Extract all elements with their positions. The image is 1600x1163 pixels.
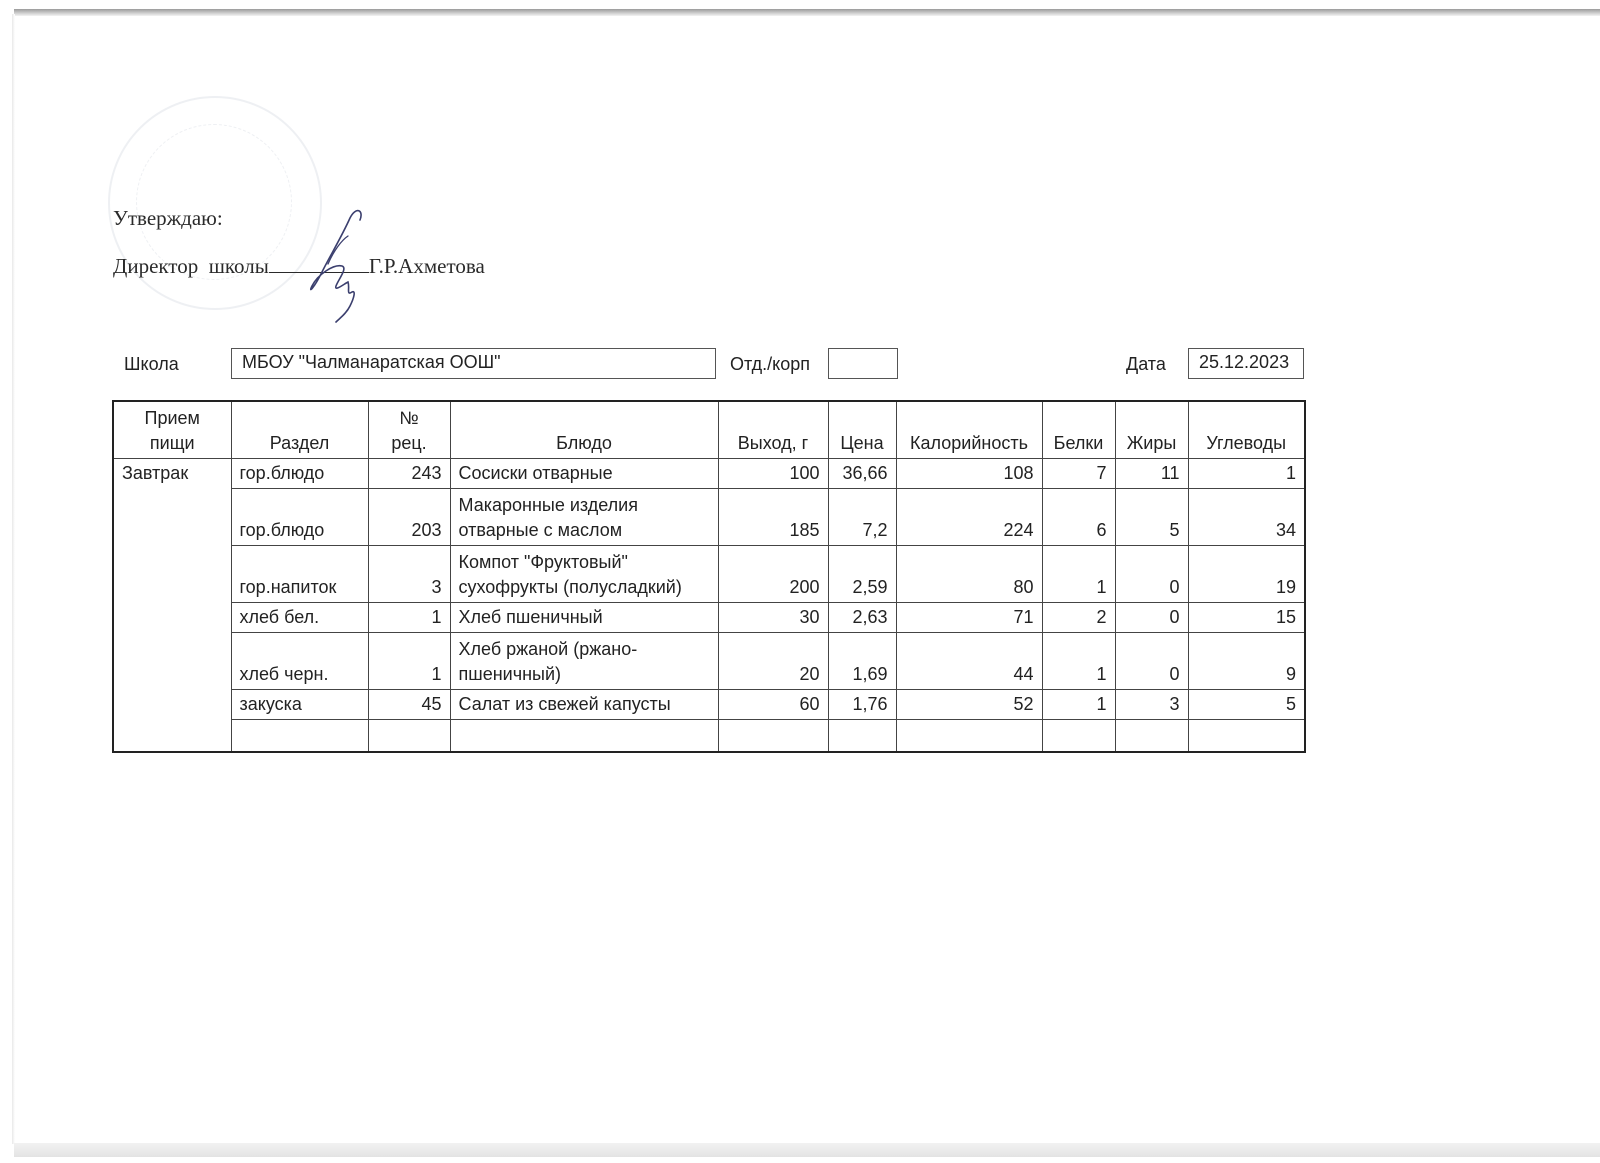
col-header-fat: Жиры: [1115, 401, 1188, 459]
col-header-recipe: № рец.: [368, 401, 450, 459]
handwritten-signature: [290, 206, 380, 324]
carbs-cell: 34: [1188, 489, 1305, 546]
table-row: [113, 459, 1305, 489]
recipe-cell: 1: [368, 603, 450, 633]
price-cell: 7,2: [828, 489, 896, 546]
meal-cell: Завтрак: [113, 459, 231, 753]
col-header-kcal: Калорийность: [896, 401, 1042, 459]
protein-cell: 1: [1042, 633, 1115, 690]
section-cell: закуска: [231, 690, 368, 720]
table-row: [113, 603, 1305, 633]
empty-cell: [368, 720, 450, 753]
protein-cell: 7: [1042, 459, 1115, 489]
carbs-cell: 1: [1188, 459, 1305, 489]
col-header-carbs: Углеводы: [1188, 401, 1305, 459]
fat-cell: 0: [1115, 603, 1188, 633]
date-label: Дата: [1126, 354, 1166, 374]
kcal-cell: 80: [896, 546, 1042, 603]
yield-cell: 100: [718, 459, 828, 489]
yield-cell: 185: [718, 489, 828, 546]
empty-cell: [231, 720, 368, 753]
fat-cell: 5: [1115, 489, 1188, 546]
fat-cell: 3: [1115, 690, 1188, 720]
empty-cell: [718, 720, 828, 753]
fat-cell: 0: [1115, 546, 1188, 603]
empty-cell: [450, 720, 718, 753]
table-row: [113, 633, 1305, 690]
price-cell: 2,59: [828, 546, 896, 603]
yield-cell: 60: [718, 690, 828, 720]
carbs-cell: 19: [1188, 546, 1305, 603]
price-cell: 1,69: [828, 633, 896, 690]
protein-cell: 1: [1042, 546, 1115, 603]
table-row: [113, 546, 1305, 603]
section-cell: хлеб черн.: [231, 633, 368, 690]
recipe-cell: 203: [368, 489, 450, 546]
empty-cell: [828, 720, 896, 753]
kcal-cell: 224: [896, 489, 1042, 546]
scan-top-edge: [14, 9, 1600, 16]
fat-cell: 0: [1115, 633, 1188, 690]
col-header-section: Раздел: [231, 401, 368, 459]
carbs-cell: 15: [1188, 603, 1305, 633]
section-cell: гор.блюдо: [231, 459, 368, 489]
dish-cell: Макаронные изделия отварные с маслом: [450, 489, 718, 546]
kcal-cell: 44: [896, 633, 1042, 690]
table-row: [113, 489, 1305, 546]
protein-cell: 6: [1042, 489, 1115, 546]
section-cell: хлеб бел.: [231, 603, 368, 633]
price-cell: 1,76: [828, 690, 896, 720]
director-name: Г.Р.Ахметова: [368, 254, 485, 278]
empty-cell: [1042, 720, 1115, 753]
fat-cell: 11: [1115, 459, 1188, 489]
empty-cell: [896, 720, 1042, 753]
price-cell: 36,66: [828, 459, 896, 489]
scan-bottom-edge: [14, 1143, 1600, 1157]
carbs-cell: 5: [1188, 690, 1305, 720]
dish-cell: Сосиски отварные: [450, 459, 718, 489]
recipe-cell: 3: [368, 546, 450, 603]
protein-cell: 2: [1042, 603, 1115, 633]
dept-field: [828, 348, 898, 379]
approve-label: Утверждаю:: [113, 206, 223, 230]
col-header-price: Цена: [828, 401, 896, 459]
date-field: 25.12.2023: [1188, 348, 1304, 379]
table-row-empty: [113, 720, 1305, 753]
kcal-cell: 71: [896, 603, 1042, 633]
section-cell: гор.напиток: [231, 546, 368, 603]
protein-cell: 1: [1042, 690, 1115, 720]
empty-cell: [1115, 720, 1188, 753]
kcal-cell: 52: [896, 690, 1042, 720]
table-row: [113, 690, 1305, 720]
table-header-row: [113, 401, 1305, 459]
section-cell: гор.блюдо: [231, 489, 368, 546]
director-label: Директор школы: [113, 254, 269, 278]
recipe-cell: 1: [368, 633, 450, 690]
col-header-dish: Блюдо: [450, 401, 718, 459]
yield-cell: 20: [718, 633, 828, 690]
dish-cell: Хлеб ржаной (ржано-пшеничный): [450, 633, 718, 690]
dish-cell: Хлеб пшеничный: [450, 603, 718, 633]
price-cell: 2,63: [828, 603, 896, 633]
scan-left-edge: [12, 14, 15, 1144]
school-label: Школа: [124, 354, 179, 374]
yield-cell: 200: [718, 546, 828, 603]
school-field: МБОУ "Чалманаратская ООШ": [231, 348, 716, 379]
dish-cell: Компот "Фруктовый" сухофрукты (полусладкий): [450, 546, 718, 603]
carbs-cell: 9: [1188, 633, 1305, 690]
dept-label: Отд./корп: [730, 354, 810, 374]
recipe-cell: 45: [368, 690, 450, 720]
menu-table: [112, 400, 1306, 753]
dish-cell: Салат из свежей капусты: [450, 690, 718, 720]
col-header-meal: Прием пищи: [113, 401, 231, 459]
recipe-cell: 243: [368, 459, 450, 489]
col-header-yield: Выход, г: [718, 401, 828, 459]
col-header-protein: Белки: [1042, 401, 1115, 459]
kcal-cell: 108: [896, 459, 1042, 489]
yield-cell: 30: [718, 603, 828, 633]
empty-cell: [1188, 720, 1305, 753]
